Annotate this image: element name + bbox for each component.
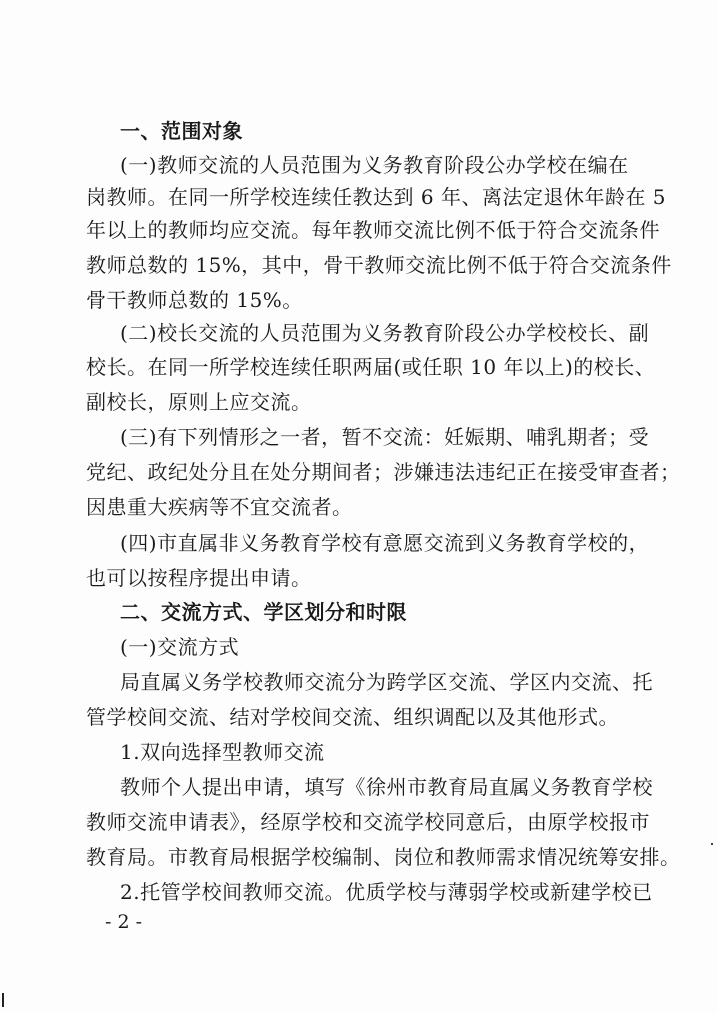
scan-edge-mark xyxy=(2,993,4,1007)
paragraph-line: 也可以按程序提出申请。 xyxy=(86,566,312,590)
paragraph-line: 教师总数的 15%，其中，骨干教师交流比例不低于符合交流条件 xyxy=(86,253,672,277)
paragraph-line: 教师交流申请表》，经原学校和交流学校同意后，由原学校报市 xyxy=(86,810,650,834)
paragraph-line: 党纪、政纪处分且在处分期间者；涉嫌违法违纪正在接受审查者； xyxy=(86,460,681,484)
page-number: - 2 - xyxy=(105,911,143,933)
paragraph-line: (一)教师交流的人员范围为义务教育阶段公办学校在编在 xyxy=(120,153,629,177)
paragraph-line: 校长。在同一所学校连续任职两届(或任职 10 年以上)的校长、 xyxy=(86,355,656,379)
paragraph-line: 1.双向选择型教师交流 xyxy=(120,740,325,764)
paragraph-line: (三)有下列情形之一者，暂不交流：妊娠期、哺乳期者；受 xyxy=(120,425,650,449)
paragraph-line: 2.托管学校间教师交流。优质学校与薄弱学校或新建学校已 xyxy=(120,880,653,904)
paragraph-line: 局直属义务学校教师交流分为跨学区交流、学区内交流、托 xyxy=(120,670,653,694)
paragraph-line: 管学校间交流、结对学校间交流、组织调配以及其他形式。 xyxy=(86,705,619,729)
section-heading: 一、范围对象 xyxy=(120,119,243,143)
paragraph-line: (二)校长交流的人员范围为义务教育阶段公办学校校长、副 xyxy=(120,321,650,345)
paragraph-line: 教师个人提出申请，填写《徐州市教育局直属义务教育学校 xyxy=(120,775,653,799)
paragraph-line: (四)市直属非义务教育学校有意愿交流到义务教育学校的， xyxy=(120,531,650,555)
section-heading: 二、交流方式、学区划分和时限 xyxy=(120,600,407,624)
paragraph-line: 岗教师。在同一所学校连续任教达到 6 年、离法定退休年龄在 5 xyxy=(86,185,667,209)
paragraph-line: (一)交流方式 xyxy=(120,635,240,659)
paragraph-line: 因患重大疾病等不宜交流者。 xyxy=(86,495,353,519)
paragraph-line: 年以上的教师均应交流。每年教师交流比例不低于符合交流条件 xyxy=(86,218,660,242)
paragraph-line: 教育局。市教育局根据学校编制、岗位和教师需求情况统筹安排。 xyxy=(86,845,681,869)
paragraph-line: 骨干教师总数的 15%。 xyxy=(86,288,303,312)
scan-dot xyxy=(711,843,713,845)
paragraph-line: 副校长，原则上应交流。 xyxy=(86,390,312,414)
